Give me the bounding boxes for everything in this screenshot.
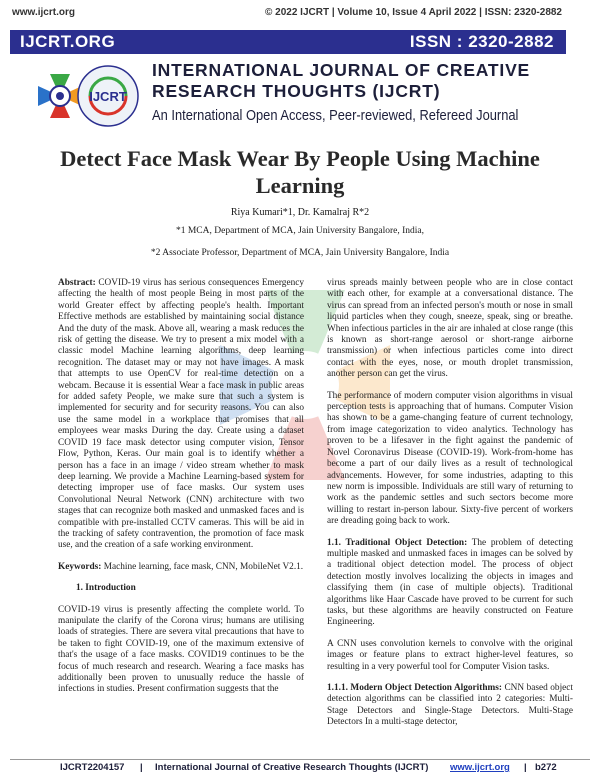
banner-site: IJCRT.ORG xyxy=(20,32,116,51)
footer-separator: | xyxy=(524,762,527,773)
right-column xyxy=(327,278,573,739)
paper-title: Detect Face Mask Wear By People Using Machine Learning xyxy=(60,146,540,198)
right-paragraph-2: The performance of modern computer vision algorithms in visual perception tests is approaching that of humans. Computer Vision has shown to be a game-changing feature of current technology, from image categorization to video analytics. Technology has proven to be a lifesaver in the fight against the pandemic of Novel Coronavirus Disease (COVID-19). Work-from-home has become a part of our daily lives as a result of technological advancements. However, for some industries, adapting to this new norm is impossible. Individuals are still wary of returning to work as the pandemic settles and such sectors become more willing to restart in-person labour. Sixty-five percent of workers are dreading going back to work. xyxy=(327,390,573,527)
left-column xyxy=(58,278,304,706)
footer-page-number: b272 xyxy=(535,762,557,773)
journal-banner xyxy=(10,30,566,54)
footer-url-link[interactable]: www.ijcrt.org xyxy=(450,762,510,773)
journal-subtitle: An International Open Access, Peer-reviewed, Refereed Journal xyxy=(152,107,519,124)
paper-authors: Riya Kumari*1, Dr. Kamalraj R*2 xyxy=(230,207,370,218)
affiliation-2: *2 Associate Professor, Department of MCA, Jain University Bangalore, India xyxy=(150,248,450,258)
traditional-object-detection-paragraph xyxy=(327,538,573,629)
page-header xyxy=(0,0,600,24)
right-paragraph-4: A CNN uses convolution kernels to convolve with the original images or feature plans to extract higher-level features, so resulting in a very powerful tool for Computer Vision tasks. xyxy=(327,638,573,672)
journal-title-line2: RESEARCH THOUGHTS (IJCRT) xyxy=(152,81,441,101)
traditional-object-detection-text: The problem of detecting multiple masked and unmasked faces in images can be solved by a traditional object detection model. The process of object detection mostly involves localizing the objects in images and classifying them (in case of multiple objects). Traditional algorithms like Haar Cascade have proved to be current for such tasks, but these algorithms are heavily constructed on Feature Engineering. xyxy=(327,537,573,628)
abstract-label: Abstract: xyxy=(58,278,96,288)
footer-separator: | xyxy=(140,762,143,773)
keywords-paragraph xyxy=(58,562,304,573)
abstract-text: COVID-19 virus has serious consequences Emergency affecting the health of most people Being in most parts of the world Greater effect by affecting people's health. Important Effective methods are established by maintaining social distance And the duty of the mask. Above all, wearing a mask reduces the risk of getting the disease. We try to present a mix model with a classic model Machine learning algorithms, deep learning recognition. The dataset may or may not have images. A mask that attempts to use OpenCV for real-time detection on a webcam. Because it is essential Wear a face mask in public areas for added safety People, we make sure that such a system is implemented for security and for security reasons. You can also use the same model in a workplace that promises that all employees wear masks During the day. Create using a dataset COVID 19 face mask detector using computer vision, Tensor Flow, Python, Keras. Our main goal is to identify whether a person has a face in an image / video stream whether to mask deep learning. We provide a Machine Learning-based system for detecting improper use of face masks. Our system uses Convolutional Neural Network (CNN) architecture with two stages that can recognize both masked and unmasked faces and is compatible with pre-installed CCTV cameras. This will be aid in the tracking of safety contravention, the promotion of face mask use, and the creation of a safe working environment. xyxy=(58,278,304,551)
journal-title-line1: INTERNATIONAL JOURNAL OF CREATIVE xyxy=(152,60,531,80)
keywords-text: Machine learning, face mask, CNN, MobileNet V2.1. xyxy=(103,561,304,572)
modern-object-detection-paragraph xyxy=(327,683,573,729)
ijcrt-logo-icon xyxy=(30,60,148,132)
banner-issn: ISSN : 2320-2882 xyxy=(409,32,554,51)
modern-object-detection-label: 1.1.1. Modern Object Detection Algorithms: xyxy=(327,683,502,693)
abstract-paragraph xyxy=(58,278,304,552)
traditional-object-detection-label: 1.1. Traditional Object Detection: xyxy=(327,537,468,548)
affiliation-1: *1 MCA, Department of MCA, Jain University Bangalore, India, xyxy=(175,226,424,236)
page-footer xyxy=(10,759,590,776)
keywords-label: Keywords: xyxy=(58,561,102,572)
header-url[interactable]: www.ijcrt.org xyxy=(12,7,75,18)
logo-text: IJCRT xyxy=(89,89,127,104)
header-citation: © 2022 IJCRT | Volume 10, Issue 4 April 2022 | ISSN: 2320-2882 xyxy=(265,7,562,18)
modern-object-detection-text: CNN based object detection algorithms can be classified into 2 categories: Multi-Stage Detectors and Single-Stage Detectors. Multi-Stage Detectors In a multi-stage detector, xyxy=(327,683,573,728)
section-heading-introduction: 1. Introduction xyxy=(76,583,136,594)
journal-title xyxy=(152,60,582,102)
right-paragraph-1: virus spreads mainly between people who are in close contact with each other, for example at a conversational distance. The virus can spread from an infected person's mouth or nose in small liquid particles when they cough, sneeze, speak, sing or breathe. When infectious particles in the air are inhaled at close range (this is known as short-range aerosol or short-range airborne transmission) or when infectious particles come into direct contact with the eyes, nose, or mouth droplet transmission, another person can get the virus. xyxy=(327,278,574,380)
footer-paper-id: IJCRT2204157 xyxy=(60,762,125,773)
footer-journal-name: International Journal of Creative Research Thoughts (IJCRT) xyxy=(155,762,429,773)
introduction-paragraph: COVID-19 virus is presently affecting the complete world. To manipulate the clarify of the Corona virus; humans are utilising loads of strategies. There are severa vital precautions that have to be taken to fight COVID-19, one of the maximum extensive of that's the usage of a face masks. COVID19 continues to be the focus of much research and research. Wearing a face masks has additionally been proven to unusually reduce the hassle of infections in studies. Present confirmation suggests that the xyxy=(58,604,304,695)
